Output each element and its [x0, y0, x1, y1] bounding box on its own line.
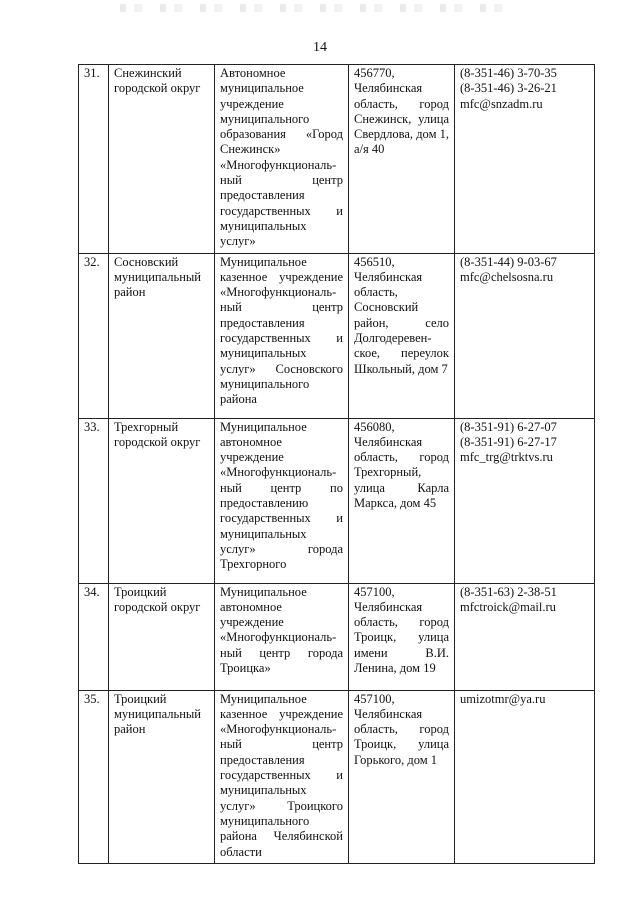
municipality-name: Троицкий городской округ [109, 583, 215, 690]
table-row [79, 418, 595, 583]
phone-number: (8-351-63) 2-38-51 [460, 584, 557, 599]
table-row [79, 690, 595, 863]
contact-info [455, 690, 595, 863]
phone-number: (8-351-91) 6-27-17 [460, 434, 557, 449]
page-number: 14 [313, 40, 327, 55]
institution-name: Муниципальное автономное учреждение «Многофункциональ-ный центр города Троицка» [215, 583, 349, 690]
municipality-name: Троицкий муниципальный район [109, 690, 215, 863]
row-number: 35. [79, 690, 109, 863]
row-number: 31. [79, 65, 109, 254]
row-number: 33. [79, 418, 109, 583]
email-address: mfc@snzadm.ru [460, 96, 543, 111]
scan-artifact [120, 4, 520, 12]
contact-info [455, 583, 595, 690]
phone-number: (8-351-46) 3-26-21 [460, 81, 557, 96]
phone-number: (8-351-46) 3-70-35 [460, 66, 557, 80]
institution-name: Автономное муниципальное учреждение муниципального образования «Город Снежинск» «Многофункциональ-ный центр предоставления государственных и муниципальных услуг» [215, 65, 349, 254]
email-address: mfc_trg@trktvs.ru [460, 450, 553, 465]
row-number: 32. [79, 253, 109, 418]
phone-number: (8-351-91) 6-27-07 [460, 419, 557, 434]
institution-name: Муниципальное автономное учреждение «Многофункциональ-ный центр по предоставлению государственных и муниципальных услуг» города Трехгорного [215, 418, 349, 583]
postal-address: 456080, Челябинская область, город Трехгорный, улица Карла Маркса, дом 45 [349, 418, 455, 583]
mfc-registry-table [78, 64, 595, 864]
postal-address: 457100, Челябинская область, город Троицк, улица имени В.И. Ленина, дом 19 [349, 583, 455, 690]
contact-info [455, 253, 595, 418]
phone-number: (8-351-44) 9-03-67 [460, 254, 557, 269]
email-address: mfctroick@mail.ru [460, 599, 556, 614]
postal-address: 457100, Челябинская область, город Троицк, улица Горького, дом 1 [349, 690, 455, 863]
table-row [79, 583, 595, 690]
contact-info [455, 65, 595, 254]
municipality-name: Снежинский городской округ [109, 65, 215, 254]
municipality-name: Сосновский муниципальный район [109, 253, 215, 418]
contact-info [455, 418, 595, 583]
municipality-name: Трехгорный городской округ [109, 418, 215, 583]
table-row [79, 253, 595, 418]
email-address: mfc@chelsosna.ru [460, 269, 554, 284]
table-row [79, 65, 595, 254]
email-address: umizotmr@ya.ru [460, 691, 546, 706]
institution-name: Муниципальное казенное учреждение «Многофункциональ-ный центр предоставления государственных и муниципальных услуг» Троицкого муниципального района Челябинской области [215, 690, 349, 863]
row-number: 34. [79, 583, 109, 690]
postal-address: 456510, Челябинская область, Сосновский район, село Долгодеревен-ское, переулок Школьный, дом 7 [349, 253, 455, 418]
institution-name: Муниципальное казенное учреждение «Многофункциональ-ный центр предоставления государственных и муниципальных услуг» Сосновского муниципального района [215, 253, 349, 418]
postal-address: 456770, Челябинская область, город Снежинск, улица Свердлова, дом 1, а/я 40 [349, 65, 455, 254]
